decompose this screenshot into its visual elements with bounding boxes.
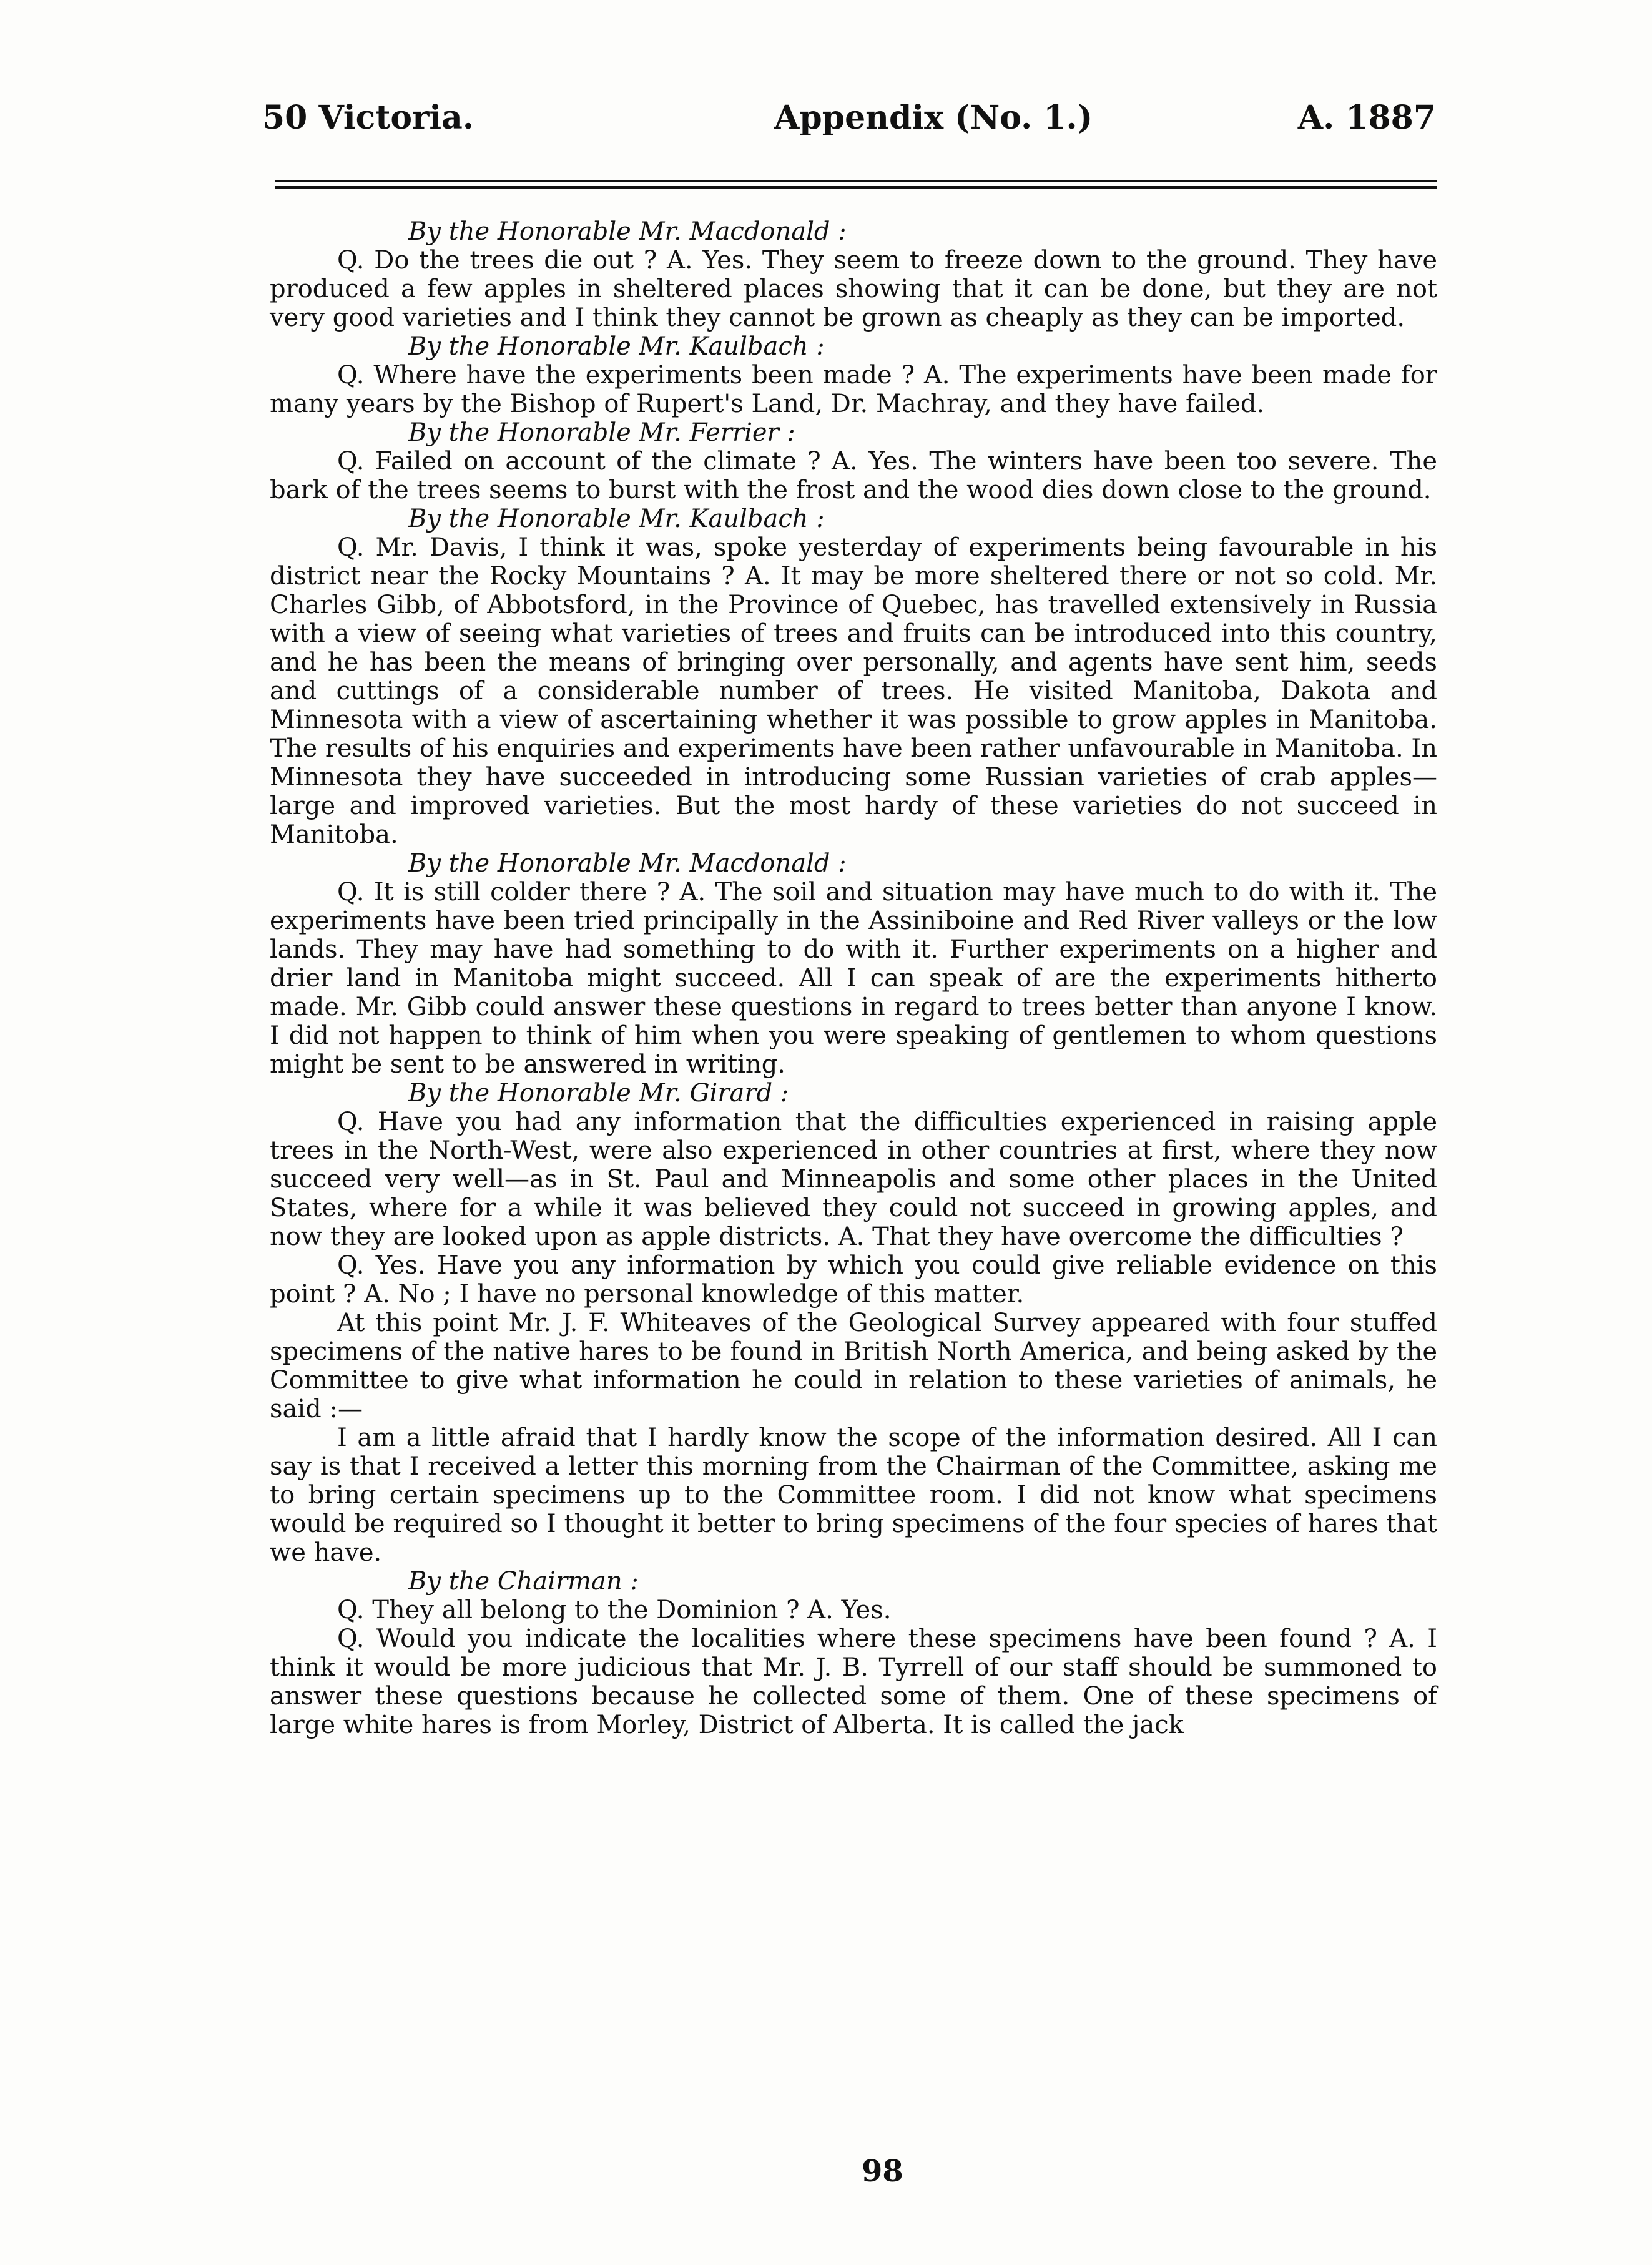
speaker-heading: By the Chairman : — [408, 1567, 639, 1596]
document-body — [270, 217, 1437, 1739]
body-paragraph: Q. They all belong to the Dominion ? A. Yes. — [337, 1596, 892, 1624]
body-paragraph: Q. Yes. Have you any information by which you could give reliable evidence on this point ? A. No ; I have no personal knowledge of this matter. — [270, 1251, 1437, 1309]
speaker-heading: By the Honorable Mr. Ferrier : — [408, 418, 795, 447]
speaker-heading: By the Honorable Mr. Kaulbach : — [408, 504, 825, 533]
speaker-heading: By the Honorable Mr. Macdonald : — [408, 217, 847, 246]
body-paragraph: I am a little afraid that I hardly know the scope of the information desired. All I can say is that I received a letter this morning from the Chairman of the Committee, asking me to bring certain specimens up to the Committee room. I did not know what specimens would be required so I thought it better to bring specimens of the four species of hares that we have. — [270, 1423, 1437, 1567]
running-header — [262, 99, 1436, 155]
header-rule — [275, 180, 1437, 182]
body-paragraph: Q. Where have the experiments been made ? A. The experiments have been made for many years by the Bishop of Rupert's Land, Dr. Machray, and they have failed. — [270, 361, 1437, 418]
body-paragraph: Q. Have you had any information that the difficulties experienced in raising apple trees in the North-West, were also experienced in other countries at first, where they now succeed very well—as in St. Paul and Minneapolis and some other places in the United States, where for a while it was believed they could not succeed in growing apples, and now they are looked upon as apple districts. A. That they have overcome the difficulties ? — [270, 1108, 1437, 1251]
session-label: 50 Victoria. — [262, 99, 474, 137]
speaker-heading: By the Honorable Mr. Macdonald : — [408, 849, 847, 878]
year-label: A. 1887 — [1297, 99, 1436, 137]
body-paragraph: Q. Would you indicate the localities where these specimens have been found ? A. I think it would be more judicious that Mr. J. B. Tyrrell of our staff should be summoned to answer these questions because he collected some of them. One of these specimens of large white hares is from Morley, District of Alberta. It is called the jack — [270, 1624, 1437, 1739]
appendix-label: Appendix (No. 1.) — [774, 99, 1093, 137]
body-paragraph: Q. Mr. Davis, I think it was, spoke yesterday of experiments being favourable in his district near the Rocky Mountains ? A. It may be more sheltered there or not so cold. Mr. Charles Gibb, of Abbotsford, in the Province of Quebec, has travelled extensively in Russia with a view of seeing what varieties of trees and fruits can be introduced into this country, and he has been the means of bringing over personally, and agents have sent him, seeds and cuttings of a considerable number of trees. He visited Manitoba, Dakota and Minnesota with a view of ascertaining whether it was possible to grow apples in Manitoba. The results of his enquiries and experiments have been rather unfavourable in Manitoba. In Minnesota they have succeeded in introducing some Russian varieties of crab apples—large and improved varieties. But the most hardy of these varieties do not succeed in Manitoba. — [270, 533, 1437, 849]
speaker-heading: By the Honorable Mr. Girard : — [408, 1079, 789, 1108]
body-paragraph: Q. Do the trees die out ? A. Yes. They seem to freeze down to the ground. They have produced a few apples in sheltered places showing that it can be done, but they are not very good varieties and I think they cannot be grown as cheaply as they can be imported. — [270, 246, 1437, 332]
body-paragraph: Q. It is still colder there ? A. The soil and situation may have much to do with it. The experiments have been tried principally in the Assiniboine and Red River valleys or the low lands. They may have had something to do with it. Further experiments on a higher and drier land in Manitoba might succeed. All I can speak of are the experiments hitherto made. Mr. Gibb could answer these questions in regard to trees better than anyone I know. I did not happen to think of him when you were speaking of gentlemen to whom questions might be sent to be answered in writing. — [270, 878, 1437, 1079]
speaker-heading: By the Honorable Mr. Kaulbach : — [408, 332, 825, 361]
body-paragraph: At this point Mr. J. F. Whiteaves of the Geological Survey appeared with four stuffed specimens of the native hares to be found in British North America, and being asked by the Committee to give what information he could in relation to these varieties of animals, he said :— — [270, 1309, 1437, 1423]
body-paragraph: Q. Failed on account of the climate ? A. Yes. The winters have been too severe. The bark of the trees seems to burst with the frost and the wood dies down close to the ground. — [270, 447, 1437, 504]
header-rule — [275, 186, 1437, 189]
page-number: 98 — [862, 2154, 903, 2189]
